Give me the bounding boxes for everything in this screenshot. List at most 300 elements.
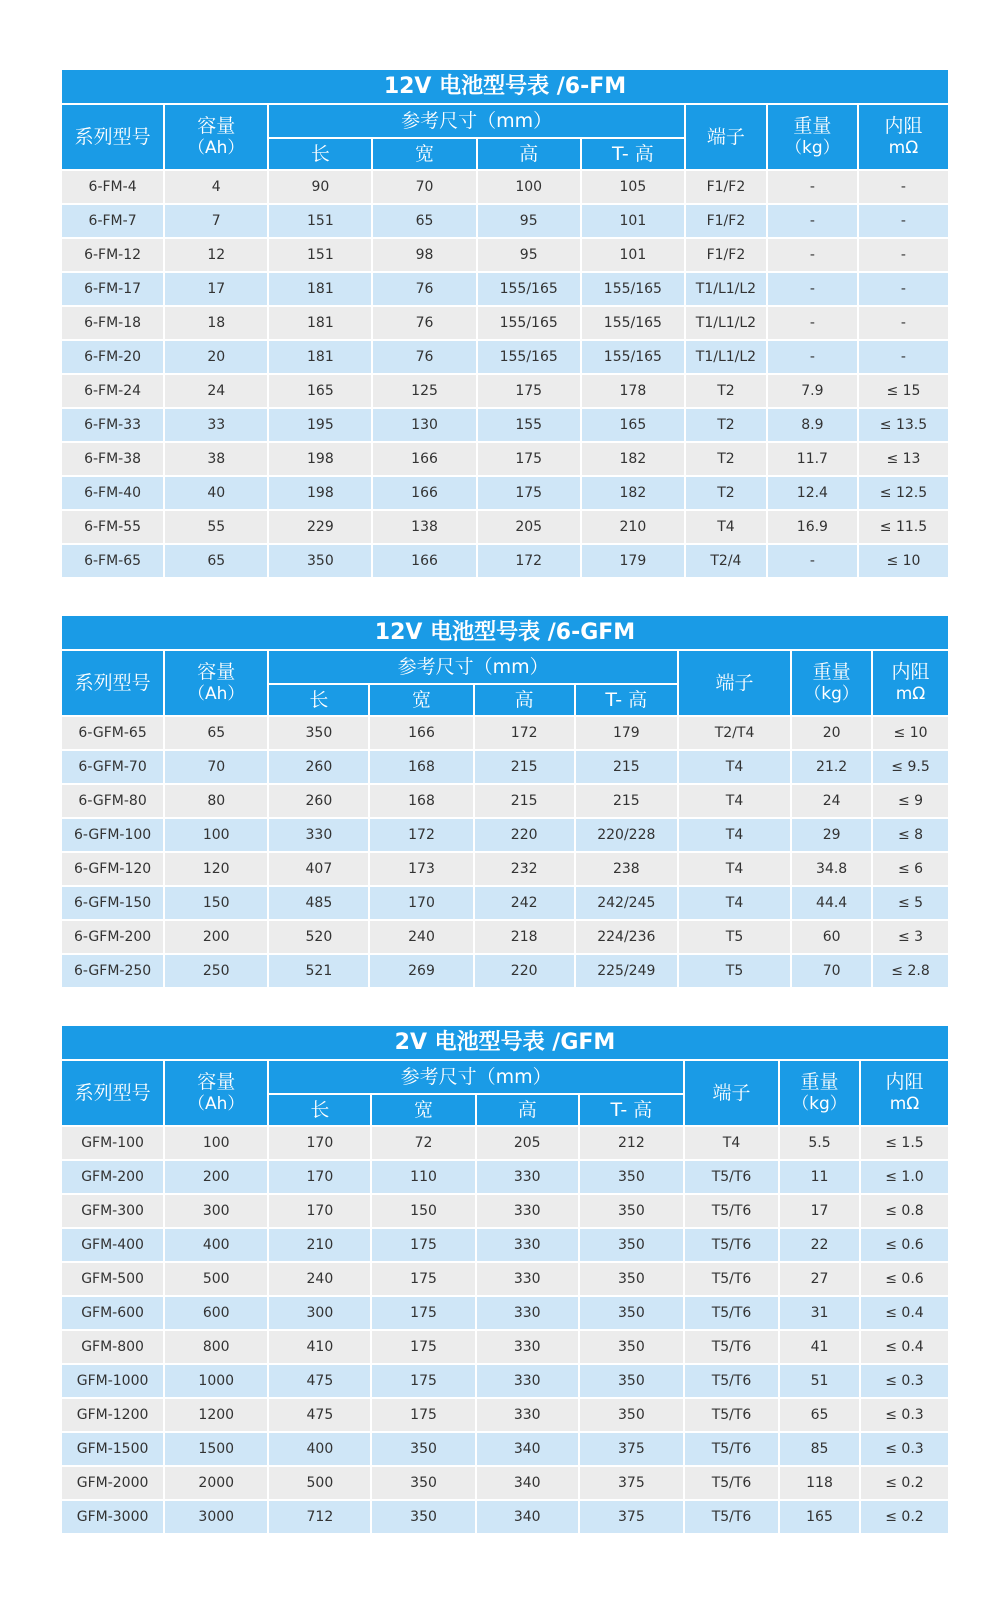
cell-length: 475 [269,1365,370,1397]
table-row [62,1331,948,1363]
cell-resistance: ≤ 2.8 [873,955,948,987]
cell-weight: - [768,171,857,203]
cell-resistance: ≤ 1.0 [861,1161,948,1193]
cell-height: 330 [477,1297,578,1329]
cell-total-height: 350 [580,1195,683,1227]
cell-terminal: T4 [679,785,790,817]
header-terminal [685,1061,778,1125]
cell-weight: 12.4 [768,477,857,509]
header-height [477,1095,578,1125]
cell-width: 98 [373,239,475,271]
cell-terminal: T2 [686,409,766,441]
cell-total-height: 165 [582,409,684,441]
cell-capacity: 20 [165,341,267,373]
cell-width: 172 [370,819,472,851]
cell-weight: 41 [780,1331,859,1363]
cell-total-height: 101 [582,239,684,271]
cell-total-height: 101 [582,205,684,237]
cell-model: GFM-300 [62,1195,163,1227]
cell-capacity: 24 [165,375,267,407]
cell-weight: 8.9 [768,409,857,441]
table-row [62,1263,948,1295]
cell-width: 168 [370,785,472,817]
cell-capacity: 300 [165,1195,267,1227]
cell-height: 330 [477,1331,578,1363]
cell-total-height: 105 [582,171,684,203]
header-weight-label: 重量 [793,115,832,137]
cell-total-height: 182 [582,477,684,509]
cell-terminal: T5/T6 [685,1433,778,1465]
cell-width: 166 [373,443,475,475]
table-row [62,545,948,577]
cell-total-height: 179 [576,717,677,749]
cell-total-height: 210 [582,511,684,543]
header-terminal-label: 端子 [715,672,754,694]
header-dimensions-label: 参考尺寸（mm） [401,110,553,132]
header-length-label: 长 [309,689,329,711]
header-width [373,139,475,169]
table-row [62,409,948,441]
header-capacity-label: 容量 [197,115,236,137]
table-row [62,1229,948,1261]
cell-length: 521 [269,955,368,987]
cell-model: 6-GFM-65 [62,717,163,749]
cell-model: 6-FM-38 [62,443,163,475]
cell-capacity: 200 [165,1161,267,1193]
header-width-label: 宽 [415,143,435,165]
cell-model: 6-FM-4 [62,171,163,203]
cell-model: 6-FM-18 [62,307,163,339]
cell-model: 6-GFM-200 [62,921,163,953]
header-weight [768,105,857,169]
header-model [62,105,163,169]
cell-weight: 21.2 [792,751,871,783]
cell-resistance: ≤ 13.5 [859,409,948,441]
table-title: 12V 电池型号表 /6-FM [62,70,948,103]
cell-capacity: 65 [165,717,267,749]
cell-resistance: ≤ 0.2 [861,1467,948,1499]
header-capacity-label: 容量 [197,1071,236,1093]
cell-capacity: 2000 [165,1467,267,1499]
header-weight-label: 重量 [812,661,851,683]
cell-length: 330 [269,819,368,851]
cell-model: 6-FM-20 [62,341,163,373]
header-dimensions [269,105,684,137]
cell-terminal: T5/T6 [685,1331,778,1363]
cell-total-height: 350 [580,1399,683,1431]
header-resistance-label: 内阻 [891,661,930,683]
cell-height: 220 [475,819,574,851]
cell-length: 260 [269,751,368,783]
table-row [62,307,948,339]
cell-total-height: 224/236 [576,921,677,953]
cell-width: 166 [373,545,475,577]
cell-terminal: T5/T6 [685,1297,778,1329]
cell-model: 6-GFM-70 [62,751,163,783]
cell-model: 6-GFM-150 [62,887,163,919]
cell-terminal: T4 [679,751,790,783]
cell-capacity: 1500 [165,1433,267,1465]
cell-model: GFM-400 [62,1229,163,1261]
header-total-height-label: T- 高 [610,1099,653,1121]
table-row [62,511,948,543]
cell-resistance: ≤ 0.4 [861,1297,948,1329]
header-weight [792,651,871,715]
cell-resistance: ≤ 6 [873,853,948,885]
cell-total-height: 178 [582,375,684,407]
cell-capacity: 200 [165,921,267,953]
cell-total-height: 375 [580,1433,683,1465]
cell-length: 350 [269,717,368,749]
cell-length: 407 [269,853,368,885]
header-width [370,685,472,715]
cell-model: 6-FM-7 [62,205,163,237]
cell-resistance: ≤ 0.6 [861,1229,948,1261]
cell-weight: 165 [780,1501,859,1533]
header-dimensions-label: 参考尺寸（mm） [400,1066,552,1088]
cell-capacity: 500 [165,1263,267,1295]
cell-terminal: T4 [686,511,766,543]
header-height [475,685,574,715]
cell-height: 95 [478,239,580,271]
cell-total-height: 225/249 [576,955,677,987]
table-title: 12V 电池型号表 /6-GFM [62,616,948,649]
header-weight-unit: （kg） [785,138,840,158]
cell-width: 350 [372,1433,474,1465]
cell-model: 6-FM-40 [62,477,163,509]
header-terminal [679,651,790,715]
cell-height: 100 [478,171,580,203]
cell-weight: 20 [792,717,871,749]
cell-weight: 65 [780,1399,859,1431]
cell-capacity: 18 [165,307,267,339]
cell-capacity: 40 [165,477,267,509]
cell-terminal: T5/T6 [685,1399,778,1431]
cell-weight: 118 [780,1467,859,1499]
cell-total-height: 350 [580,1161,683,1193]
cell-weight: 24 [792,785,871,817]
cell-height: 330 [477,1161,578,1193]
cell-width: 70 [373,171,475,203]
table-row [62,341,948,373]
cell-terminal: T5/T6 [685,1161,778,1193]
cell-capacity: 7 [165,205,267,237]
header-resistance-label: 内阻 [885,1071,924,1093]
header-length-label: 长 [310,1099,330,1121]
cell-length: 260 [269,785,368,817]
cell-height: 242 [475,887,574,919]
cell-resistance: ≤ 1.5 [861,1127,948,1159]
table-row [62,239,948,271]
cell-capacity: 3000 [165,1501,267,1533]
table-row [62,273,948,305]
cell-height: 215 [475,785,574,817]
cell-terminal: T5/T6 [685,1195,778,1227]
header-terminal-label: 端子 [712,1082,751,1104]
battery-table-6fm [60,70,950,579]
header-resistance [861,1061,948,1125]
cell-width: 175 [372,1263,474,1295]
cell-resistance: ≤ 0.4 [861,1331,948,1363]
header-capacity [165,105,267,169]
header-dimensions [269,1061,683,1093]
battery-table-6gfm [60,616,950,989]
header-row-top [62,651,948,683]
cell-model: GFM-3000 [62,1501,163,1533]
cell-width: 110 [372,1161,474,1193]
cell-length: 151 [269,239,371,271]
cell-total-height: 350 [580,1297,683,1329]
table-row [62,375,948,407]
table-row [62,171,948,203]
cell-weight: 51 [780,1365,859,1397]
cell-resistance: ≤ 12.5 [859,477,948,509]
cell-length: 300 [269,1297,370,1329]
cell-model: 6-FM-65 [62,545,163,577]
cell-width: 168 [370,751,472,783]
cell-weight: - [768,341,857,373]
cell-total-height: 238 [576,853,677,885]
cell-terminal: T2 [686,477,766,509]
header-resistance-unit: mΩ [889,1094,920,1114]
cell-weight: - [768,239,857,271]
cell-length: 485 [269,887,368,919]
cell-weight: 7.9 [768,375,857,407]
header-capacity-label: 容量 [197,661,236,683]
cell-width: 65 [373,205,475,237]
cell-weight: 11.7 [768,443,857,475]
cell-total-height: 155/165 [582,307,684,339]
header-length-label: 长 [310,143,330,165]
cell-weight: 22 [780,1229,859,1261]
cell-model: GFM-1000 [62,1365,163,1397]
cell-height: 340 [477,1467,578,1499]
cell-height: 220 [475,955,574,987]
header-row-top [62,105,948,137]
cell-resistance: ≤ 0.6 [861,1263,948,1295]
header-resistance-unit: mΩ [888,138,919,158]
cell-length: 198 [269,477,371,509]
cell-terminal: T1/L1/L2 [686,341,766,373]
cell-length: 170 [269,1195,370,1227]
header-length [269,1095,370,1125]
table-row [62,1501,948,1533]
cell-total-height: 220/228 [576,819,677,851]
table-row [62,1127,948,1159]
header-capacity-unit: （Ah） [188,684,245,704]
cell-terminal: T2 [686,443,766,475]
header-capacity [165,651,267,715]
cell-capacity: 12 [165,239,267,271]
cell-terminal: F1/F2 [686,171,766,203]
cell-resistance: - [859,307,948,339]
cell-total-height: 215 [576,751,677,783]
header-capacity-unit: （Ah） [188,1094,245,1114]
cell-height: 95 [478,205,580,237]
cell-total-height: 182 [582,443,684,475]
cell-height: 340 [477,1433,578,1465]
cell-resistance: ≤ 5 [873,887,948,919]
cell-resistance: - [859,273,948,305]
header-resistance-label: 内阻 [884,115,923,137]
cell-resistance: ≤ 13 [859,443,948,475]
cell-height: 330 [477,1195,578,1227]
cell-length: 181 [269,307,371,339]
cell-width: 166 [373,477,475,509]
cell-terminal: T5/T6 [685,1467,778,1499]
cell-resistance: ≤ 0.3 [861,1365,948,1397]
table-row [62,1365,948,1397]
cell-width: 175 [372,1229,474,1261]
cell-capacity: 120 [165,853,267,885]
cell-height: 155 [478,409,580,441]
cell-width: 150 [372,1195,474,1227]
cell-width: 72 [372,1127,474,1159]
cell-height: 172 [475,717,574,749]
cell-resistance: - [859,239,948,271]
cell-capacity: 4 [165,171,267,203]
cell-terminal: T5/T6 [685,1229,778,1261]
header-total-height [576,685,677,715]
header-height-label: 高 [519,143,539,165]
cell-width: 76 [373,273,475,305]
table-row [62,853,948,885]
cell-total-height: 215 [576,785,677,817]
table-row [62,477,948,509]
cell-terminal: T5/T6 [685,1263,778,1295]
header-row-top [62,1061,948,1093]
cell-model: 6-GFM-120 [62,853,163,885]
header-height-label: 高 [517,1099,537,1121]
cell-width: 175 [372,1331,474,1363]
cell-resistance: ≤ 8 [873,819,948,851]
cell-weight: - [768,307,857,339]
cell-total-height: 350 [580,1229,683,1261]
cell-resistance: ≤ 10 [859,545,948,577]
cell-terminal: T2 [686,375,766,407]
cell-length: 165 [269,375,371,407]
cell-capacity: 55 [165,511,267,543]
cell-length: 229 [269,511,371,543]
cell-length: 500 [269,1467,370,1499]
header-width [372,1095,474,1125]
cell-capacity: 100 [165,819,267,851]
cell-model: 6-FM-17 [62,273,163,305]
cell-length: 198 [269,443,371,475]
header-resistance [873,651,948,715]
cell-model: 6-FM-33 [62,409,163,441]
cell-length: 90 [269,171,371,203]
cell-terminal: F1/F2 [686,205,766,237]
cell-model: 6-FM-12 [62,239,163,271]
cell-total-height: 350 [580,1365,683,1397]
cell-capacity: 150 [165,887,267,919]
cell-model: 6-GFM-100 [62,819,163,851]
table-row [62,1195,948,1227]
cell-width: 175 [372,1399,474,1431]
cell-width: 76 [373,341,475,373]
cell-model: GFM-600 [62,1297,163,1329]
table-row [62,1399,948,1431]
table-row [62,1297,948,1329]
header-model-label: 系列型号 [74,126,151,148]
table-row [62,717,948,749]
header-weight-label: 重量 [800,1071,839,1093]
cell-weight: 70 [792,955,871,987]
cell-length: 520 [269,921,368,953]
cell-height: 175 [478,375,580,407]
cell-length: 712 [269,1501,370,1533]
cell-weight: 16.9 [768,511,857,543]
cell-terminal: T1/L1/L2 [686,273,766,305]
cell-height: 155/165 [478,307,580,339]
cell-capacity: 33 [165,409,267,441]
cell-length: 181 [269,341,371,373]
header-total-height [582,139,684,169]
header-capacity [165,1061,267,1125]
header-model-label: 系列型号 [74,672,151,694]
header-length [269,685,368,715]
header-width-label: 宽 [412,689,432,711]
cell-model: GFM-1200 [62,1399,163,1431]
cell-total-height: 375 [580,1501,683,1533]
cell-height: 330 [477,1365,578,1397]
cell-resistance: ≤ 0.3 [861,1433,948,1465]
cell-model: GFM-500 [62,1263,163,1295]
header-weight-unit: （kg） [804,684,859,704]
cell-capacity: 1000 [165,1365,267,1397]
cell-weight: 5.5 [780,1127,859,1159]
cell-length: 210 [269,1229,370,1261]
cell-capacity: 100 [165,1127,267,1159]
header-weight-unit: （kg） [792,1094,847,1114]
cell-terminal: F1/F2 [686,239,766,271]
cell-total-height: 179 [582,545,684,577]
cell-capacity: 400 [165,1229,267,1261]
cell-capacity: 65 [165,545,267,577]
cell-weight: 29 [792,819,871,851]
header-dimensions-label: 参考尺寸（mm） [397,656,549,678]
cell-height: 155/165 [478,341,580,373]
cell-model: GFM-800 [62,1331,163,1363]
cell-width: 166 [370,717,472,749]
header-model [62,651,163,715]
cell-total-height: 155/165 [582,341,684,373]
header-total-height-label: T- 高 [605,689,648,711]
cell-width: 130 [373,409,475,441]
cell-width: 125 [373,375,475,407]
header-capacity-unit: （Ah） [188,138,245,158]
cell-weight: - [768,545,857,577]
cell-weight: 44.4 [792,887,871,919]
cell-model: GFM-200 [62,1161,163,1193]
table-row [62,921,948,953]
table-row [62,819,948,851]
cell-weight: 27 [780,1263,859,1295]
cell-terminal: T4 [679,887,790,919]
cell-length: 350 [269,545,371,577]
header-terminal-label: 端子 [706,126,745,148]
cell-total-height: 350 [580,1263,683,1295]
header-height [478,139,580,169]
header-model [62,1061,163,1125]
cell-weight: 11 [780,1161,859,1193]
cell-resistance: ≤ 9 [873,785,948,817]
cell-resistance: - [859,341,948,373]
cell-length: 181 [269,273,371,305]
header-total-height [580,1095,683,1125]
cell-height: 330 [477,1229,578,1261]
